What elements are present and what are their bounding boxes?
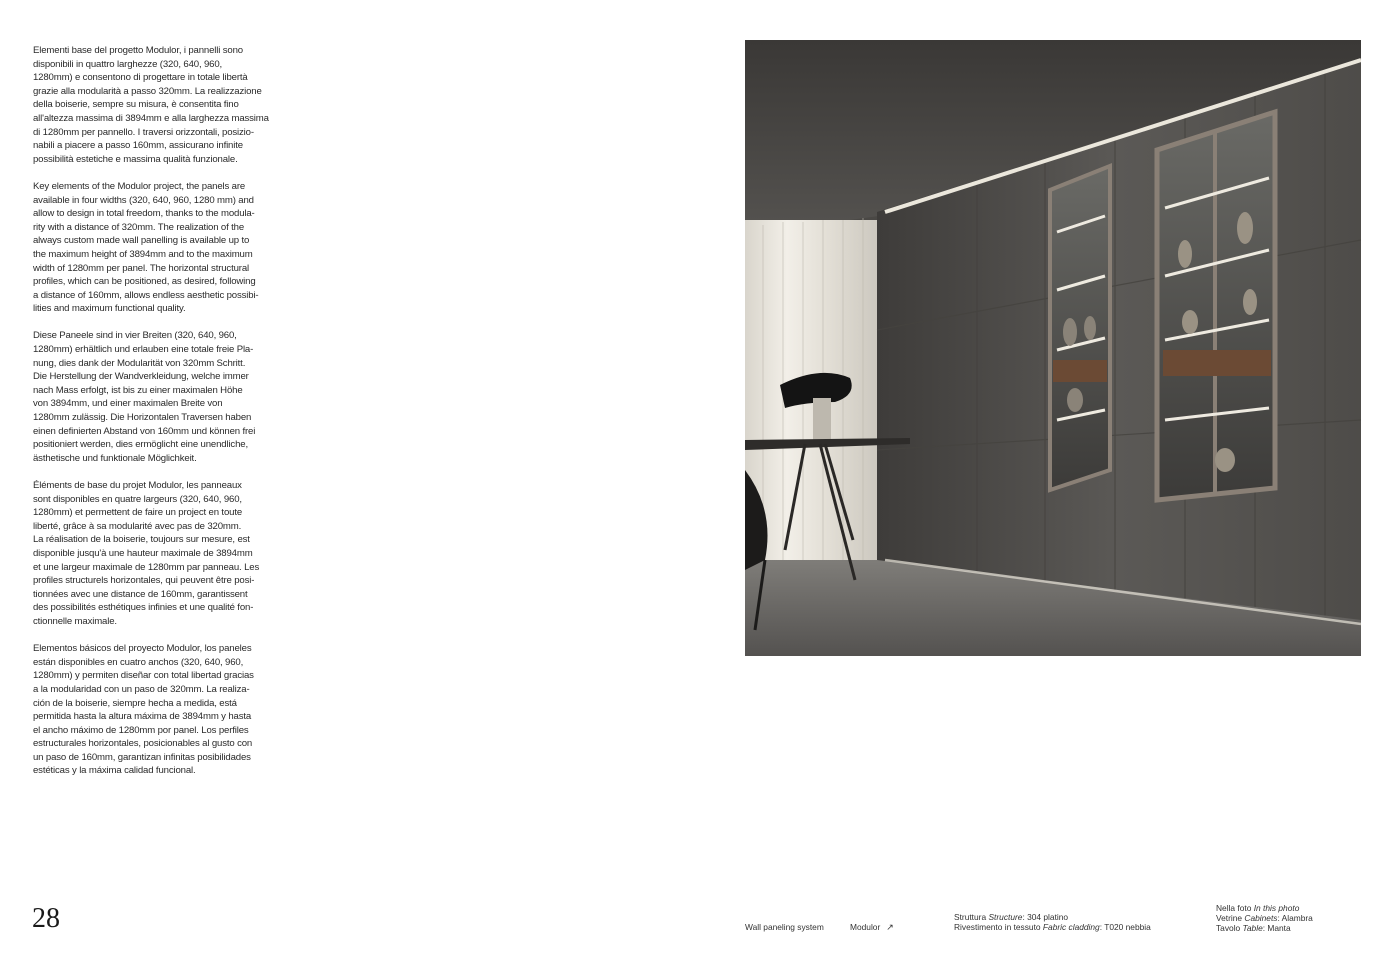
photo-table: Tavolo Table: Manta — [1216, 923, 1291, 933]
photo-cabinets: Vetrine Cabinets: Alambra — [1216, 913, 1313, 923]
footer-photo-credits — [1216, 903, 1313, 933]
body-text-column — [33, 44, 279, 792]
system-name: Wall paneling system — [745, 922, 824, 932]
footer-product-link[interactable] — [850, 922, 894, 932]
paragraph-german: Diese Paneele sind in vier Breiten (320, 640, 960, 1280mm) erhältlich und erlauben eine totale freie Pla- nung, dies dank der Modularität von 320mm Schritt. Die Herstellung der Wandverkleidung, welche immer nach Mass erfolgt, ist bis zu einer maximalen Höhe von 3894mm, und einer maximalen Breite von 1280mm zulässig. Die Horizontalen Traversen haben einen definierten Abstand von 160mm und können frei positioniert werden, dies ermöglicht eine unendliche, ästhetische und funktionale Möglichkeit. — [33, 330, 256, 464]
product-name: Modulor — [850, 922, 881, 932]
footer-system-label — [745, 922, 824, 932]
spec-structure: Struttura Structure: 304 platino — [954, 912, 1069, 922]
paragraph-italian: Elementi base del progetto Modulor, i pannelli sono disponibili in quattro larghezze (320, 640, 960, 1280mm) e consentono di progettare in totale libertà grazie alla modularità a passo 320mm. La realizzazione della boiserie, sempre su misura, è consentita fino all'altezza massima di 3894mm e alla larghezza massima di 1280mm per pannello. I traversi orizzontali, posizio- nabili a piacere a passo 160mm, assicurano infinite possibilità estetiche e massima qualità funzionale. — [33, 45, 269, 165]
spec-cladding: Rivestimento in tessuto Fabric cladding: T020 nebbia — [954, 922, 1151, 932]
photo-heading: Nella foto In this photo — [1216, 903, 1300, 913]
paragraph-spanish: Elementos básicos del proyecto Modulor, los paneles están disponibles en cuatro anchos (320, 640, 960, 1280mm) y permiten diseñar con total libertad gracias a la modularidad con un paso de 320mm. La realiza- ción de la boiserie, siempre hecha a medida, está permitida hasta la altura máxima de 3894mm y hasta el ancho máximo de 1280mm por panel. Los perfiles estructurales horizontales, posicionables al gusto con un paso de 160mm, garantizan infinitas posibilidades estéticas y la máxima calidad funcional. — [33, 643, 254, 777]
display-cabinet-right — [1157, 112, 1275, 500]
footer-specifications — [954, 912, 1151, 932]
page-number: 28 — [32, 903, 60, 934]
product-photo — [745, 40, 1361, 656]
paragraph-french: Éléments de base du projet Modulor, les panneaux sont disponibles en quatre largeurs (320, 640, 960, 1280mm) et permettent de faire un project en toute liberté, grâce à sa modularité avec pas de 320mm. La réalisation de la boiserie, toujours sur mesure, est disponible jusqu'à une hauteur maximale de 3894mm et une largeur maximale de 1280mm par panneau. Les profiles structurels horizontales, qui peuvent être posi- tionnées avec une distance de 160mm, garantissent des possibilités esthétiques infinies et une qualité fon- ctionnelle maximale. — [33, 480, 260, 627]
interior-scene-illustration — [745, 40, 1361, 656]
display-cabinet-left — [1050, 166, 1110, 490]
arrow-up-right-icon: ↗ — [886, 922, 894, 932]
paragraph-english: Key elements of the Modulor project, the panels are available in four widths (320, 640, 960, 1280 mm) and allow to design in total freedom, thanks to the modula- rity with a distance of 320mm. The realization of the always custom made wall panelling is available up to the maximum height of 3894mm and to the maximum width of 1280mm per panel. The horizontal structural profiles, which can be positioned, as desired, following a distance of 160mm, allows endless aesthetic possibi- lities and maximum functional quality. — [33, 180, 259, 315]
